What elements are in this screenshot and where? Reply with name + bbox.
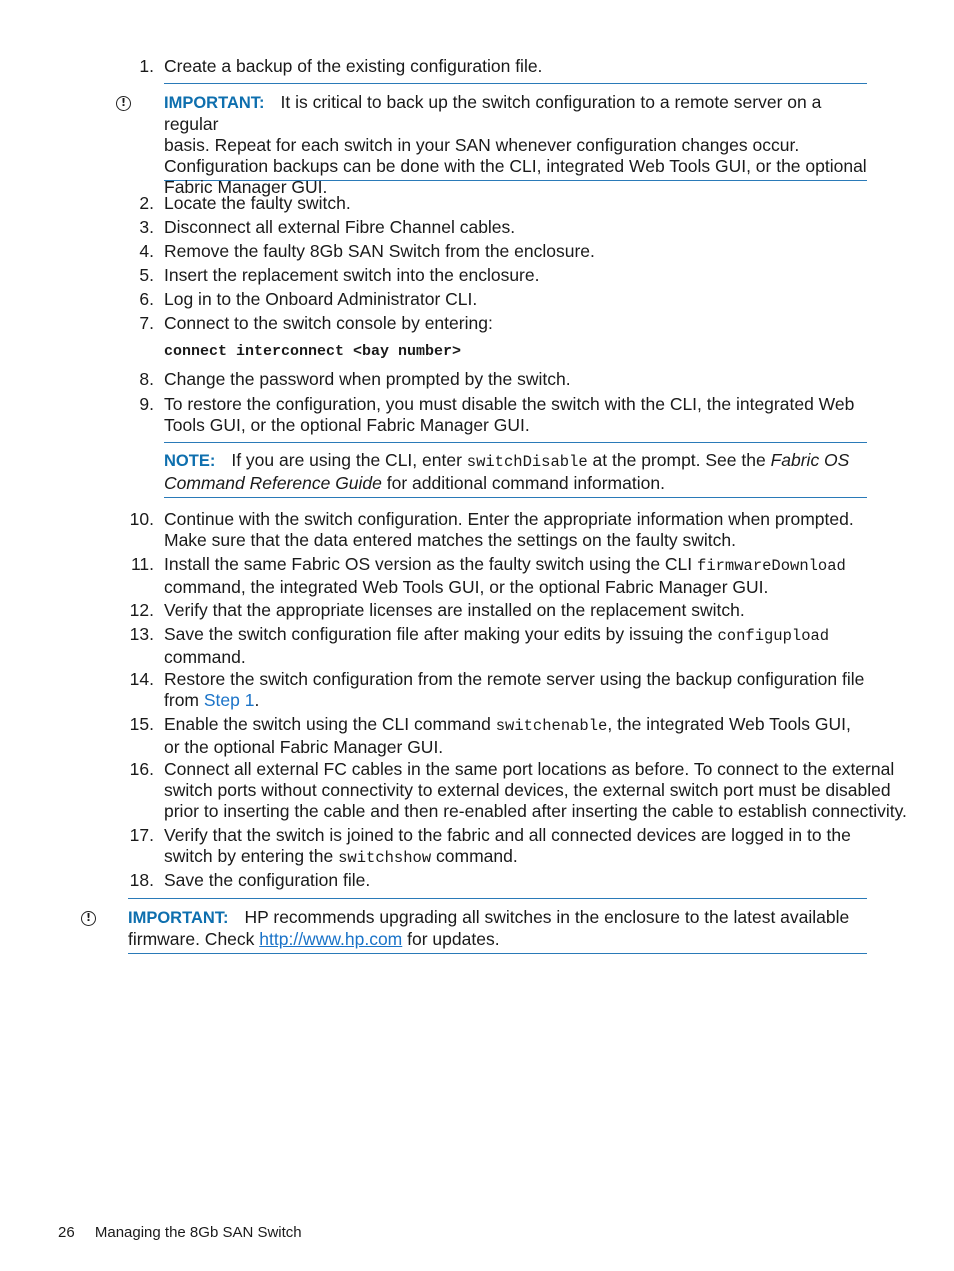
important-icon: ! [116,96,131,111]
note-label: NOTE: [164,452,216,470]
inline-code: switchDisable [466,453,588,471]
inline-code: switchenable [495,717,608,735]
code-block: connect interconnect <bay number> [164,343,462,360]
important-label: IMPORTANT: [164,94,265,112]
page-footer [58,1222,318,1243]
important-label: IMPORTANT: [128,909,229,927]
inline-code: configupload [717,627,830,645]
page-number: 26 [58,1224,75,1241]
important-icon: ! [81,911,96,926]
inline-code: firmwareDownload [697,557,846,575]
document-page: 1. Create a backup of the existing configuration file. ! IMPORTANT: It is critical to back up the switch configuration to a remote server on a regular basis. Repeat for each switch in your SAN whenever configuration changes occur. Configuration backups can be done with the CLI, integrated Web Tools GUI, or the optional Fabric Manager GUI. 2. Locate the faulty switch. 3. Disconnect all external Fibre Channel cables. 4. Remove the faulty 8Gb SAN Switch from the enclosure. 5. Insert the replacement switch into the enclosure. 6. Log in to the Onboard Administrator CLI. 7. Connect to the switch console by entering: connect interconnect <bay number> 8. Change the password when prompted by the switch. 9. To restore the configuration, you must disable the switch with the CLI, the integrated Web Tools GUI, or the optional Fabric Manager GUI. NOTE: If you are using the CLI, enter switchDisable at the prompt. See the Fabric OS Command Reference Guide for additional command information. 10. Continue with the switch configuration. Enter the appropriate information when prompted. Make sure that the data entered matches the settings on the faulty switch. 11. Install the same Fabric OS version as the faulty switch using the CLI firmwareDownload command, the integrated Web Tools GUI, or the optional Fabric Manager GUI. 12. Verify that the appropriate licenses are installed on the replacement switch. 13. Save the switch configuration file after making your edits by issuing the configupload command. 14. Restore the switch configuration from the remote server using the backup configuration file from Step 1. 15. Enable the switch using the CLI command switchenable, the integrated Web Tools GUI, or the optional Fabric Manager GUI. 16. Connect all external FC cables in the same port locations as before. To connect to the external switch ports without connectivity to external devices, the external switch port must be disabled prior to inserting the cable and then re-enabled after inserting the cable to establish connectivity. 17. Verify that the switch is joined to the fabric and all connected devices are logged in to the switch by entering the switchshow command. 18. Save the configuration file. ! IMPORTANT: HP recommends upgrading all switches in the enclosure to the latest available firmware. Check http://www.hp.com for updates. 26 Managing the 8Gb SAN Switch [58,56,907,1241]
step-1-link[interactable]: Step 1 [203,690,255,710]
footer-title: Managing the 8Gb SAN Switch [94,1224,302,1241]
inline-code: switchshow [338,849,432,867]
note-admonition: NOTE: If you are using the CLI, enter switchDisable at the prompt. See the Fabric OS Command Reference Guide for additional command information. [164,442,867,498]
hp-website-link[interactable]: http://www.hp.com [259,929,403,949]
